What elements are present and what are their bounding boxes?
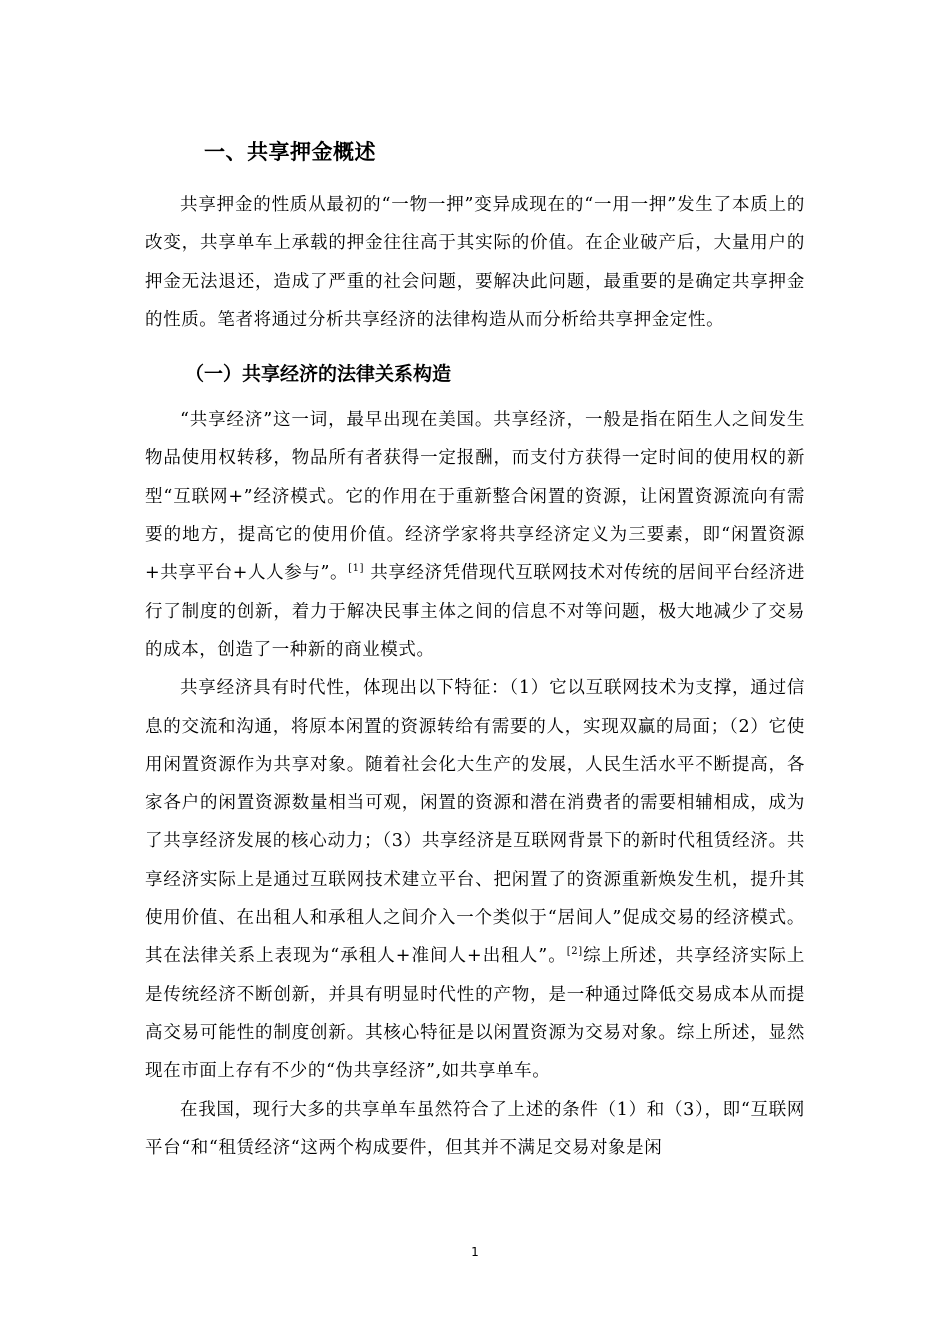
paragraph-text: 共享经济凭借现代互联网技术对传统的居间平台经济进行了制度的创新，着力于解决民事主体之间的信息不对等问题，极大地减少了交易的成本，创造了一种新的商业模式。 xyxy=(145,563,805,660)
page-number: 1 xyxy=(471,1245,479,1259)
paragraph-characteristics xyxy=(145,669,805,1090)
page-body xyxy=(145,134,805,1167)
footnote-ref-2[interactable]: [2] xyxy=(566,946,583,958)
paragraph-china-bike-sharing: 在我国，现行大多的共享单车虽然符合了上述的条件（1）和（3），即“互联网平台“和“租赁经济“这两个构成要件，但其并不满足交易对象是闲 xyxy=(145,1099,805,1158)
paragraph-text: 共享经济具有时代性，体现出以下特征：（1）它以互联网技术为支撑，通过信息的交流和沟通，将原本闲置的资源转给有需要的人，实现双赢的局面；（2）它使用闲置资源作为共享对象。随着社会化大生产的发展，人民生活水平不断提高，各家各户的闲置资源数量相当可观，闲置的资源和潜在消费者的需要相辅相成，成为了共享经济发展的核心动力；（3）共享经济是互联网背景下的新时代租赁经济。共享经济实际上是通过互联网技术建立平台、把闲置了的资源重新焕发生机，提升其使用价值、在出租人和承租人之间介入一个类似于“居间人”促成交易的经济模式。其在法律关系上表现为“承租人+准间人+出租人”。 xyxy=(145,678,805,967)
paragraph-text: 综上所述，共享经济实际上是传统经济不断创新，并具有明显时代性的产物，是一种通过降低交易成本从而提高交易可能性的制度创新。其核心特征是以闲置资源为交易对象。综上所述，显然现在市面上存有不少的“伪共享经济”,如共享单车。 xyxy=(145,946,806,1082)
footnote-ref-1[interactable]: [1] xyxy=(348,563,365,575)
section-heading: 一、共享押金概述 xyxy=(204,140,376,164)
paragraph-text: “共享经济”这一词，最早出现在美国。共享经济，一般是指在陌生人之间发生物品使用权转移，物品所有者获得一定报酬，而支付方获得一定时间的使用权的新型“互联网+”经济模式。它的作用在于重新整合闲置的资源，让闲置资源流向有需要的地方，提高它的使用价值。经济学家将共享经济定义为三要素，即“闲置资源+共享平台+人人参与”。 xyxy=(145,410,805,584)
subsection-heading: （一）共享经济的法律关系构造 xyxy=(185,363,452,386)
section-intro-paragraph: 共享押金的性质从最初的“一物一押”变异成现在的“一用一押”发生了本质上的改变，共享单车上承载的押金往往高于其实际的价值。在企业破产后，大量用户的押金无法退还，造成了严重的社会问题，要解决此问题，最重要的是确定共享押金的性质。笔者将通过分析共享经济的法律构造从而分析给共享押金定性。 xyxy=(145,195,805,330)
paragraph-definition xyxy=(145,401,805,669)
